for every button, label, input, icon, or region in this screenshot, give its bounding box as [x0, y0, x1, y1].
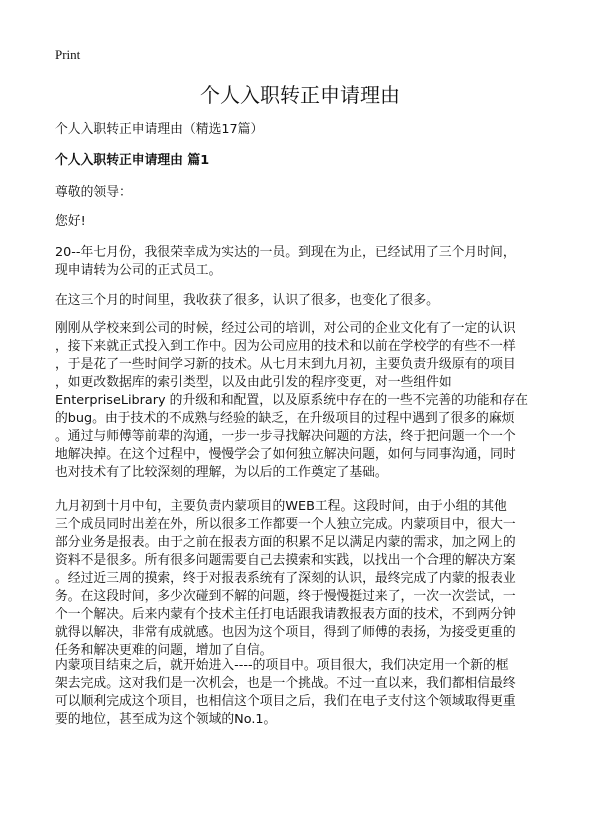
- salutation: 尊敬的领导：: [55, 185, 132, 200]
- paragraph: [55, 320, 528, 482]
- paragraph-line: 任务和解决更难的问题，增加了自信。: [55, 643, 273, 658]
- paragraph: [55, 292, 439, 310]
- subtitle: 个人入职转正申请理由（精选17篇）: [55, 122, 264, 137]
- paragraph-line: ，接下来就正式投入到工作中。因为公司应用的技术和以前在学校学的有些不一样: [55, 339, 516, 354]
- paragraph-line: 也对技术有了比较深刻的理解，为以后的工作奠定了基础。: [55, 465, 388, 480]
- paragraph-line: 要的地位，甚至成为这个领域的No.1。: [55, 712, 277, 727]
- paragraph-line: 三个成员同时出差在外，所以很多工作都要一个人独立完成。内蒙项目中，很大一: [55, 517, 516, 532]
- paragraph-line: 在这三个月的时间里，我收获了很多，认识了很多，也变化了很多。: [55, 293, 439, 308]
- paragraph-line: 部分业务是报表。由于之前在报表方面的积累不足以满足内蒙的需求，加之网上的: [55, 535, 516, 550]
- greeting: 您好!: [55, 214, 86, 229]
- paragraph-line: ，如更改数据库的索引类型，以及由此引发的程序变更，对一些组件如: [55, 375, 452, 390]
- paragraph: [55, 244, 516, 280]
- print-link[interactable]: Print: [55, 47, 81, 62]
- paragraph-line: 务。在这段时间，多少次碰到不解的问题，终于慢慢挺过来了，一次一次尝试，一: [55, 589, 516, 604]
- paragraph-line: 架去完成。这对我们是一次机会，也是一个挑战。不过一直以来，我们都相信最终: [55, 676, 516, 691]
- paragraph-line: 。通过与师傅等前辈的沟通，一步一步寻找解决问题的方法，终于把问题一个一个: [55, 429, 516, 444]
- paragraph-line: 地解决掉。在这个过程中，慢慢学会了如何独立解决问题，如何与同事沟通，同时: [55, 447, 516, 462]
- paragraph: [55, 498, 516, 660]
- paragraph-line: 刚刚从学校来到公司的时候，经过公司的培训，对公司的企业文化有了一定的认识: [55, 321, 516, 336]
- paragraph-line: 现申请转为公司的正式员工。: [55, 263, 222, 278]
- paragraph-line: ，于是花了一些时间学习新的技术。从七月末到九月初，主要负责升级原有的项目: [55, 357, 516, 372]
- paragraph: [55, 657, 516, 729]
- paragraph-line: 可以顺利完成这个项目，也相信这个项目之后，我们在电子支付这个领域取得更重: [55, 694, 516, 709]
- page-title: 个人入职转正申请理由: [200, 83, 400, 107]
- paragraph-line: 。经过近三周的摸索，终于对报表系统有了深刻的认识，最终完成了内蒙的报表业: [55, 571, 516, 586]
- paragraph-line: 内蒙项目结束之后，就开始进入----的项目中。项目很大，我们决定用一个新的框: [55, 658, 509, 673]
- paragraph-line: 就得以解决，非常有成就感。也因为这个项目，得到了师傅的表扬，为接受更重的: [55, 625, 516, 640]
- paragraph-line: 的bug。由于技术的不成熟与经验的缺乏，在升级项目的过程中遇到了很多的麻烦: [55, 411, 515, 426]
- paragraph-line: EnterpriseLibrary 的升级和和配置，以及原系统中存在的一些不完善的功能和存在: [55, 393, 528, 408]
- paragraph-line: 资料不是很多。所有很多问题需要自己去摸索和实践，以找出一个合理的解决方案: [55, 553, 516, 568]
- paragraph-line: 个一个解决。后来内蒙有个技术主任打电话跟我请教报表方面的技术，不到两分钟: [55, 607, 516, 622]
- paragraph-line: 20--年七月份，我很荣幸成为实达的一员。到现在为止，已经试用了三个月时间，: [55, 245, 516, 260]
- section-heading: 个人入职转正申请理由 篇1: [55, 153, 210, 168]
- paragraph-line: 九月初到十月中旬，主要负责内蒙项目的WEB工程。这段时间，由于小组的其他: [55, 499, 507, 514]
